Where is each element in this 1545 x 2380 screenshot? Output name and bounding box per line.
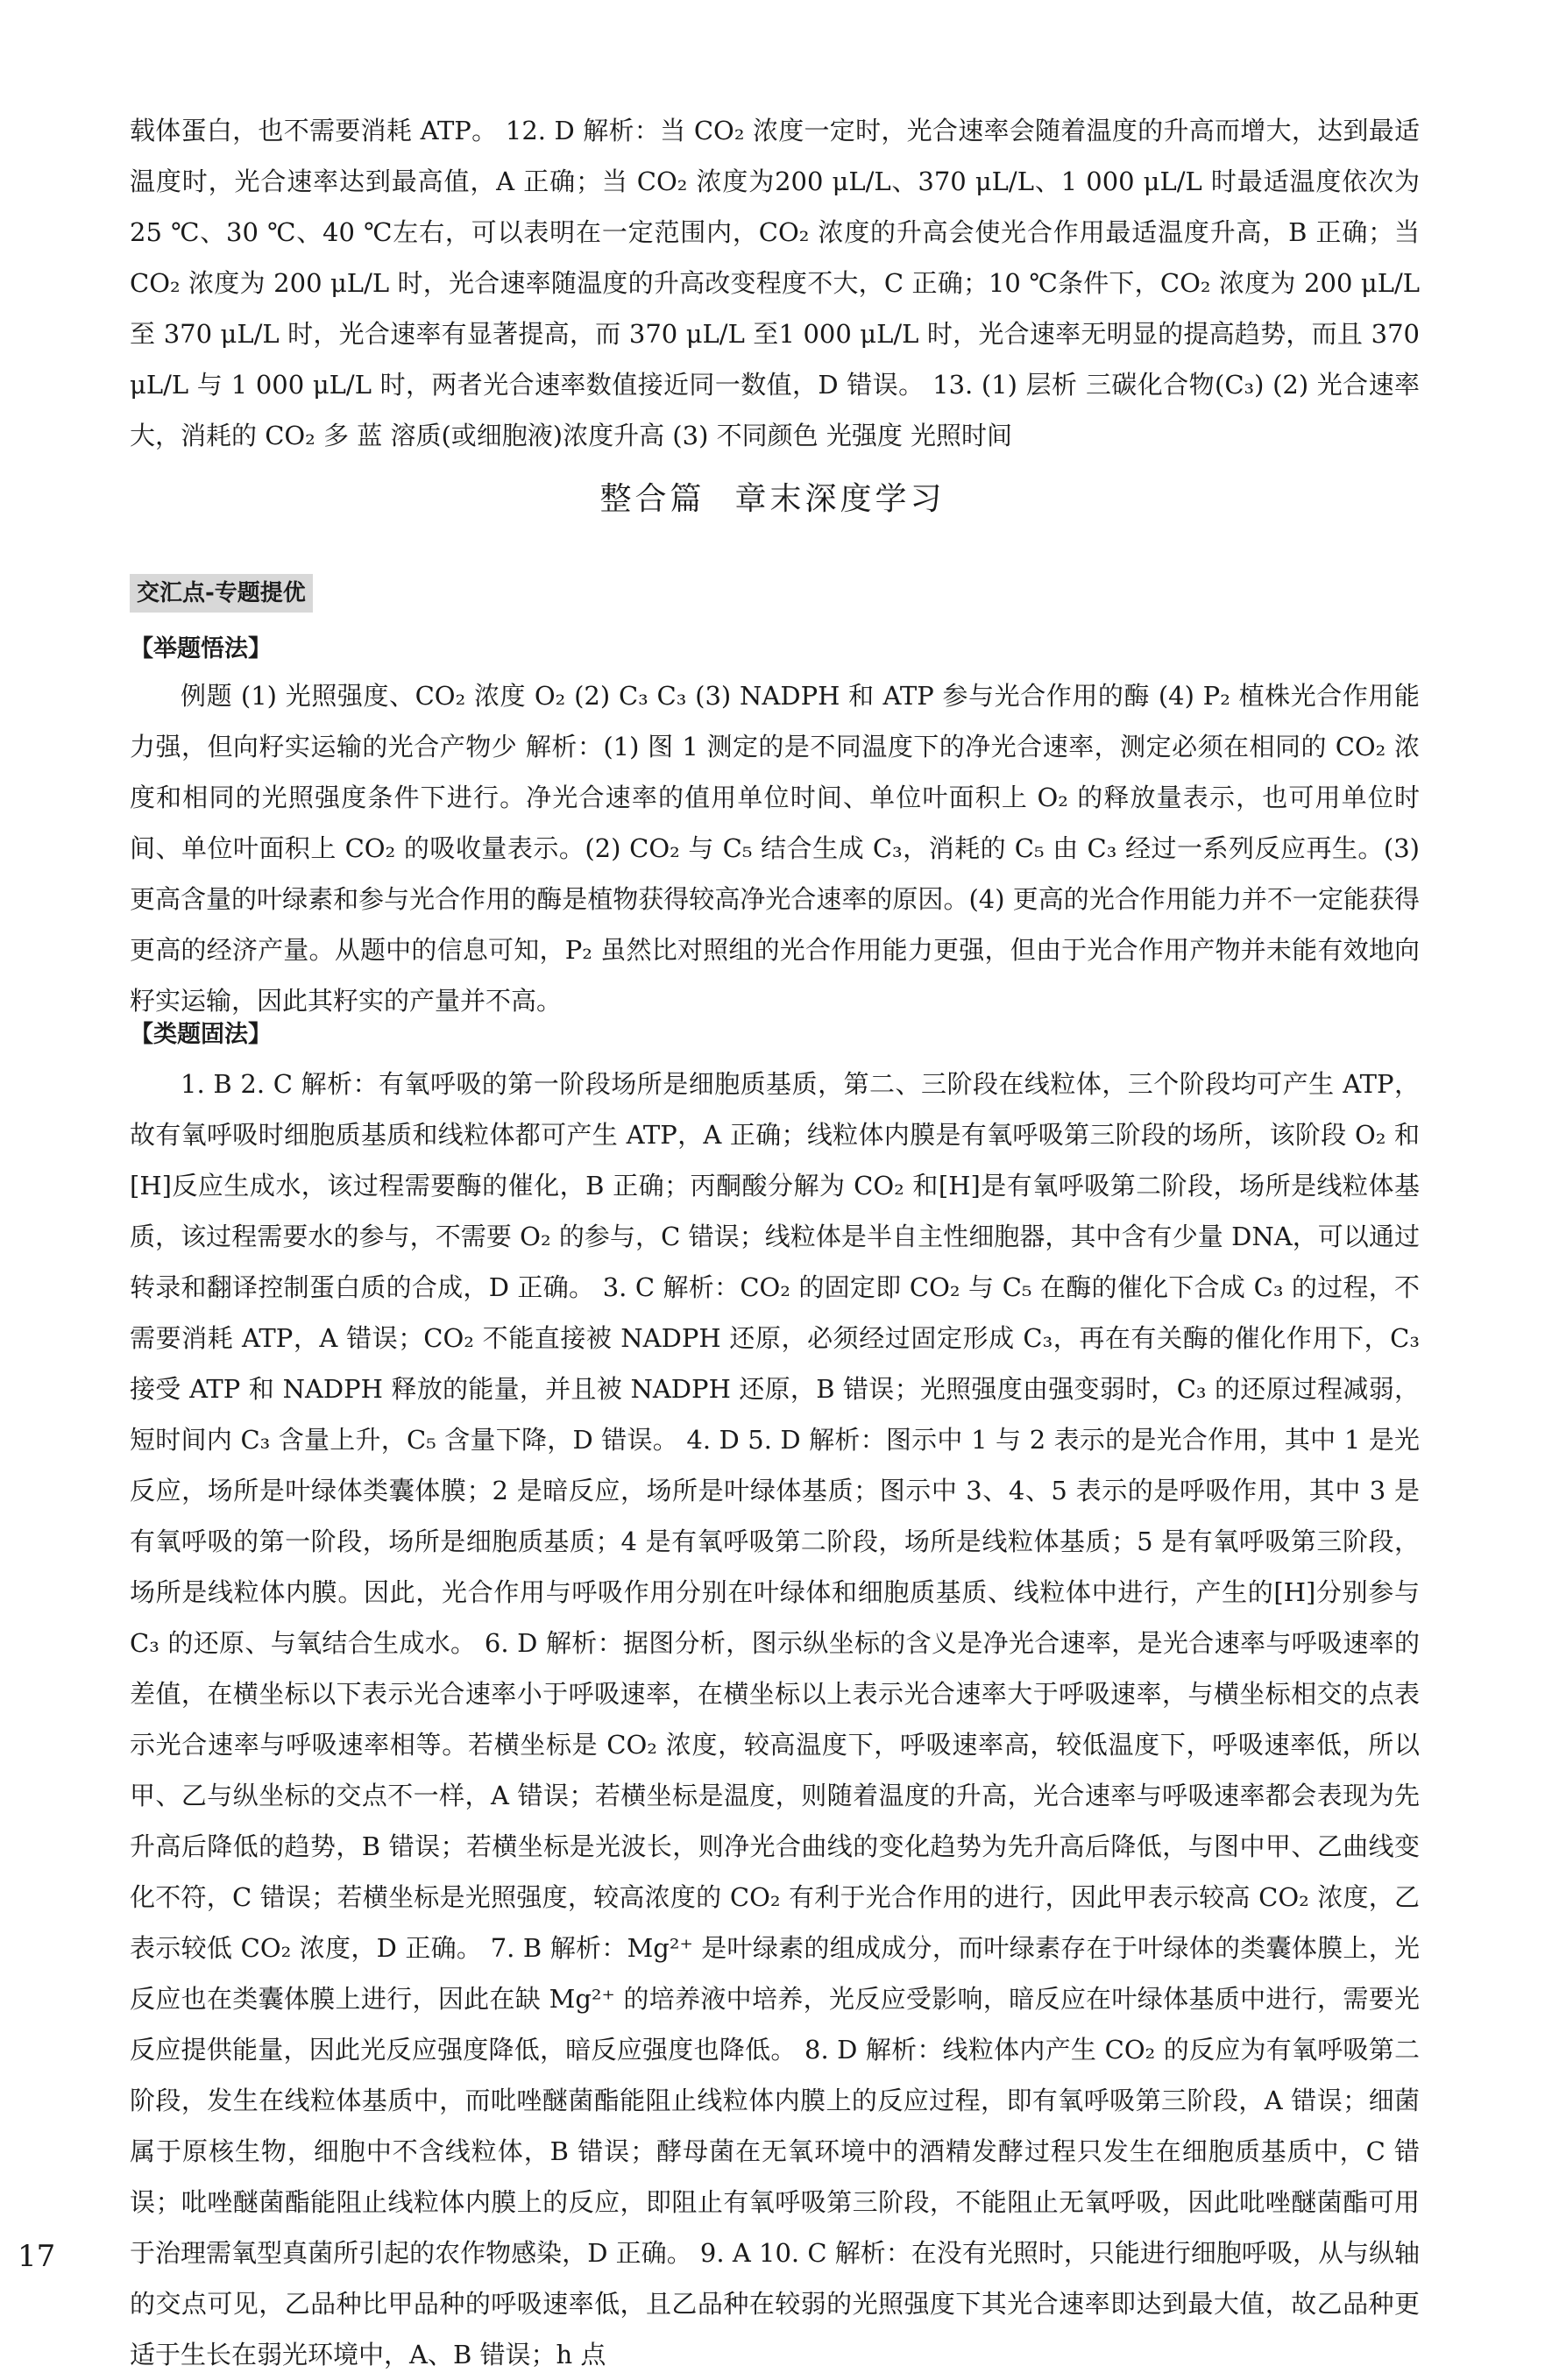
answer-continuation-paragraph: 载体蛋白，也不需要消耗 ATP。 12. D 解析：当 CO₂ 浓度一定时，光合速率会随着温度的升高而增大，达到最适温度时，光合速率达到最高值，A 正确；当 CO₂ 浓度为200 μL/L、370 μL/L、1 000 μL/L 时最适温度依次为 25 ℃、30 ℃、40 ℃左右，可以表明在一定范围内，CO₂ 浓度的升高会使光合作用最适温度升高，B 正确；当 CO₂ 浓度为 200 μL/L 时，光合速率随温度的升高改变程度不大，C 正确；10 ℃条件下，CO₂ 浓度为 200 μL/L 至 370 μL/L 时，光合速率有显著提高，而 370 μL/L 至1 000 μL/L 时，光合速率无明显的提高趋势，而且 370 μL/L 与 1 000 μL/L 时，两者光合速率数值接近同一数值，D 错误。 13. (1) 层析 三碳化合物(C₃) (2) 光合速率大，消耗的 CO₂ 多 蓝 溶质(或细胞液)浓度升高 (3) 不同颜色 光强度 光照时间: [130, 116, 1420, 450]
subhead-example: 【举题悟法】: [130, 635, 272, 662]
section-title-part: 整合篇: [599, 481, 705, 517]
practice-answers-paragraph: 1. B 2. C 解析：有氧呼吸的第一阶段场所是细胞质基质，第二、三阶段在线粒体，三个阶段均可产生 ATP，故有氧呼吸时细胞质基质和线粒体都可产生 ATP，A 正确；线粒体内膜是有氧呼吸第三阶段的场所，该阶段 O₂ 和[H]反应生成水，该过程需要酶的催化，B 正确；丙酮酸分解为 CO₂ 和[H]是有氧呼吸第二阶段，场所是线粒体基质，该过程需要水的参与，不需要 O₂ 的参与，C 错误；线粒体是半自主性细胞器，其中含有少量 DNA，可以通过转录和翻译控制蛋白质的合成，D 正确。 3. C 解析：CO₂ 的固定即 CO₂ 与 C₅ 在酶的催化下合成 C₃ 的过程，不需要消耗 ATP，A 错误；CO₂ 不能直接被 NADPH 还原，必须经过固定形成 C₃，再在有关酶的催化作用下，C₃ 接受 ATP 和 NADPH 释放的能量，并且被 NADPH 还原，B 错误；光照强度由强变弱时，C₃ 的还原过程减弱，短时间内 C₃ 含量上升，C₅ 含量下降，D 错误。 4. D 5. D 解析：图示中 1 与 2 表示的是光合作用，其中 1 是光反应，场所是叶绿体类囊体膜；2 是暗反应，场所是叶绿体基质；图示中 3、4、5 表示的是呼吸作用，其中 3 是有氧呼吸的第一阶段，场所是细胞质基质；4 是有氧呼吸第二阶段，场所是线粒体基质；5 是有氧呼吸第三阶段，场所是线粒体内膜。因此，光合作用与呼吸作用分别在叶绿体和细胞质基质、线粒体中进行，产生的[H]分别参与 C₃ 的还原、与氧结合生成水。 6. D 解析：据图分析，图示纵坐标的含义是净光合速率，是光合速率与呼吸速率的差值，在横坐标以下表示光合速率小于呼吸速率，在横坐标以上表示光合速率大于呼吸速率，与横坐标相交的点表示光合速率与呼吸速率相等。若横坐标是 CO₂ 浓度，较高温度下，呼吸速率高，较低温度下，呼吸速率低，所以甲、乙与纵坐标的交点不一样，A 错误；若横坐标是温度，则随着温度的升高，光合速率与呼吸速率都会表现为先升高后降低的趋势，B 错误；若横坐标是光波长，则净光合曲线的变化趋势为先升高后降低，与图中甲、乙曲线变化不符，C 错误；若横坐标是光照强度，较高浓度的 CO₂ 有利于光合作用的进行，因此甲表示较高 CO₂ 浓度，乙表示较低 CO₂ 浓度，D 正确。 7. B 解析：Mg²⁺ 是叶绿素的组成成分，而叶绿素存在于叶绿体的类囊体膜上，光反应也在类囊体膜上进行，因此在缺 Mg²⁺ 的培养液中培养，光反应受影响，暗反应在叶绿体基质中进行，需要光反应提供能量，因此光反应强度降低，暗反应强度也降低。 8. D 解析：线粒体内产生 CO₂ 的反应为有氧呼吸第二阶段，发生在线粒体基质中，而吡唑醚菌酯能阻止线粒体内膜上的反应过程，即有氧呼吸第三阶段，A 错误；细菌属于原核生物，细胞中不含线粒体，B 错误；酵母菌在无氧环境中的酒精发酵过程只发生在细胞质基质中，C 错误；吡唑醚菌酯能阻止线粒体内膜上的反应，即阻止有氧呼吸第三阶段，不能阻止无氧呼吸，因此吡唑醚菌酯可用于治理需氧型真菌所引起的农作物感染，D 正确。 9. A 10. C 解析：在没有光照时，只能进行细胞呼吸，从与纵轴的交点可见，乙品种比甲品种的呼吸速率低，且乙品种在较弱的光照强度下其光合速率即达到最大值，故乙品种更适于生长在弱光环境中，A、B 错误；h 点: [130, 1069, 1420, 2369]
example-answer-paragraph: 例题 (1) 光照强度、CO₂ 浓度 O₂ (2) C₃ C₃ (3) NADPH 和 ATP 参与光合作用的酶 (4) P₂ 植株光合作用能力强，但向籽实运输的光合产物少 解析：(1) 图 1 测定的是不同温度下的净光合速率，测定必须在相同的 CO₂ 浓度和相同的光照强度条件下进行。净光合速率的值用单位时间、单位叶面积上 O₂ 的释放量表示，也可用单位时间、单位叶面积上 CO₂ 的吸收量表示。(2) CO₂ 与 C₅ 结合生成 C₃，消耗的 C₅ 由 C₃ 经过一系列反应再生。(3) 更高含量的叶绿素和参与光合作用的酶是植物获得较高净光合速率的原因。(4) 更高的光合作用能力并不一定能获得更高的经济产量。从题中的信息可知，P₂ 虽然比对照组的光合作用能力更强，但由于光合作用产物并未能有效地向籽实运输，因此其籽实的产量并不高。: [130, 681, 1420, 1016]
topic-badge: 交汇点-专题提优: [130, 574, 313, 613]
section-title: [0, 473, 1545, 526]
subhead-practice: 【类题固法】: [130, 1021, 272, 1048]
section-title-subtitle: 章末深度学习: [734, 481, 946, 517]
page-number: 17: [18, 2239, 56, 2274]
